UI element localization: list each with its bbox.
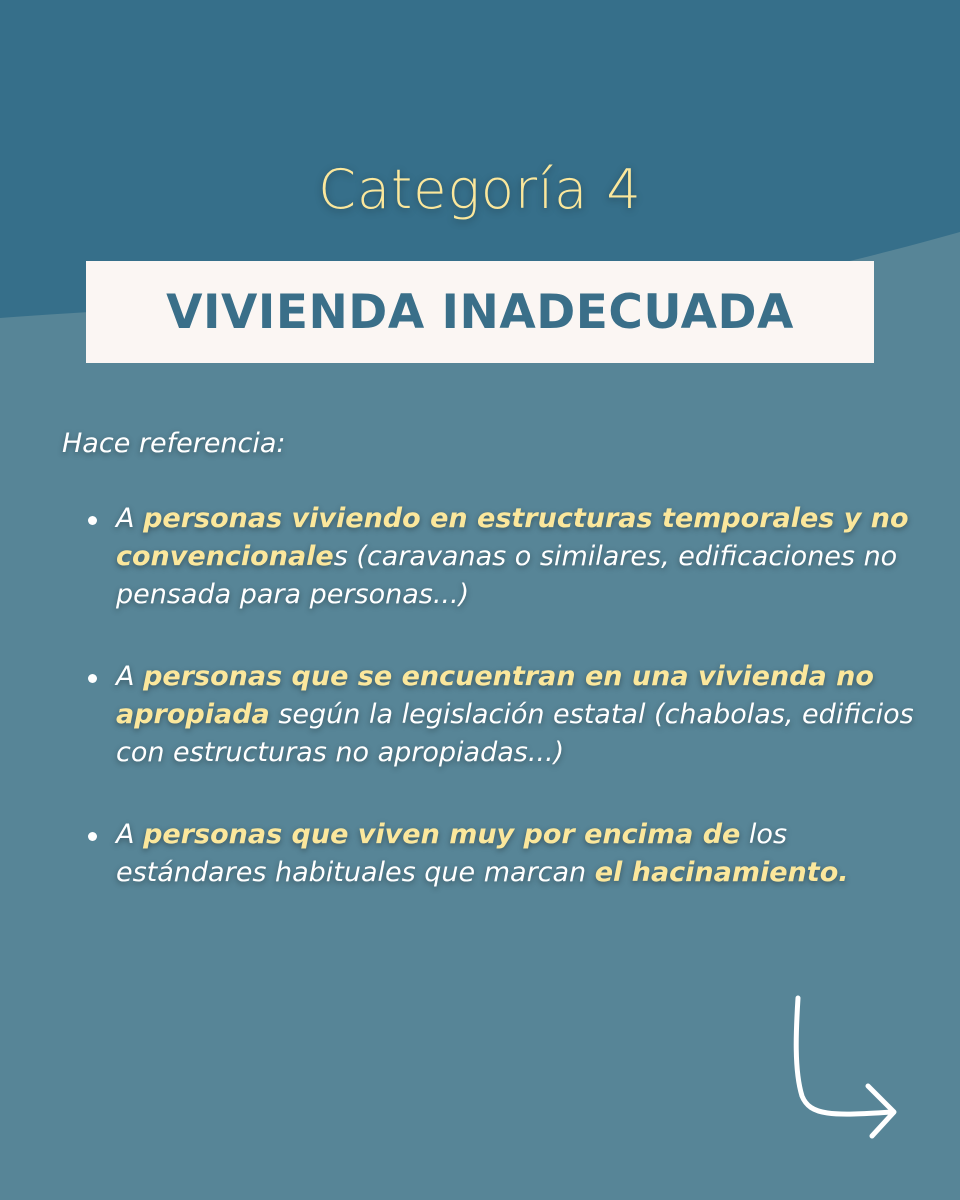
bullet-list xyxy=(86,500,936,936)
list-item xyxy=(86,658,936,772)
item-prefix: A xyxy=(116,503,144,534)
item-highlight: personas que viven muy por encima de xyxy=(143,819,741,850)
list-item xyxy=(86,500,936,614)
item-text: s (caravanas o similares, edificaciones no pensada para personas...) xyxy=(116,541,898,610)
list-item xyxy=(86,816,936,892)
curved-arrow-right-icon[interactable] xyxy=(780,990,910,1150)
item-prefix: A xyxy=(116,661,144,692)
item-highlight: personas que se encuentran en una vivienda no apropiada xyxy=(116,661,874,730)
item-highlight: personas viviendo en estructuras temporales y no convencionale xyxy=(116,503,909,572)
page-title: VIVIENDA INADECUADA xyxy=(166,284,794,340)
item-text: según la legislación estatal (chabolas, edificios con estructuras no apropiadas...) xyxy=(116,699,914,768)
item-prefix: A xyxy=(116,819,144,850)
title-banner xyxy=(86,261,874,363)
intro-text: Hace referencia: xyxy=(62,428,286,459)
item-highlight-2: el hacinamiento. xyxy=(594,857,849,888)
category-label: Categoría 4 xyxy=(318,158,642,221)
item-text: los estándares habituales que marcan xyxy=(116,819,788,888)
